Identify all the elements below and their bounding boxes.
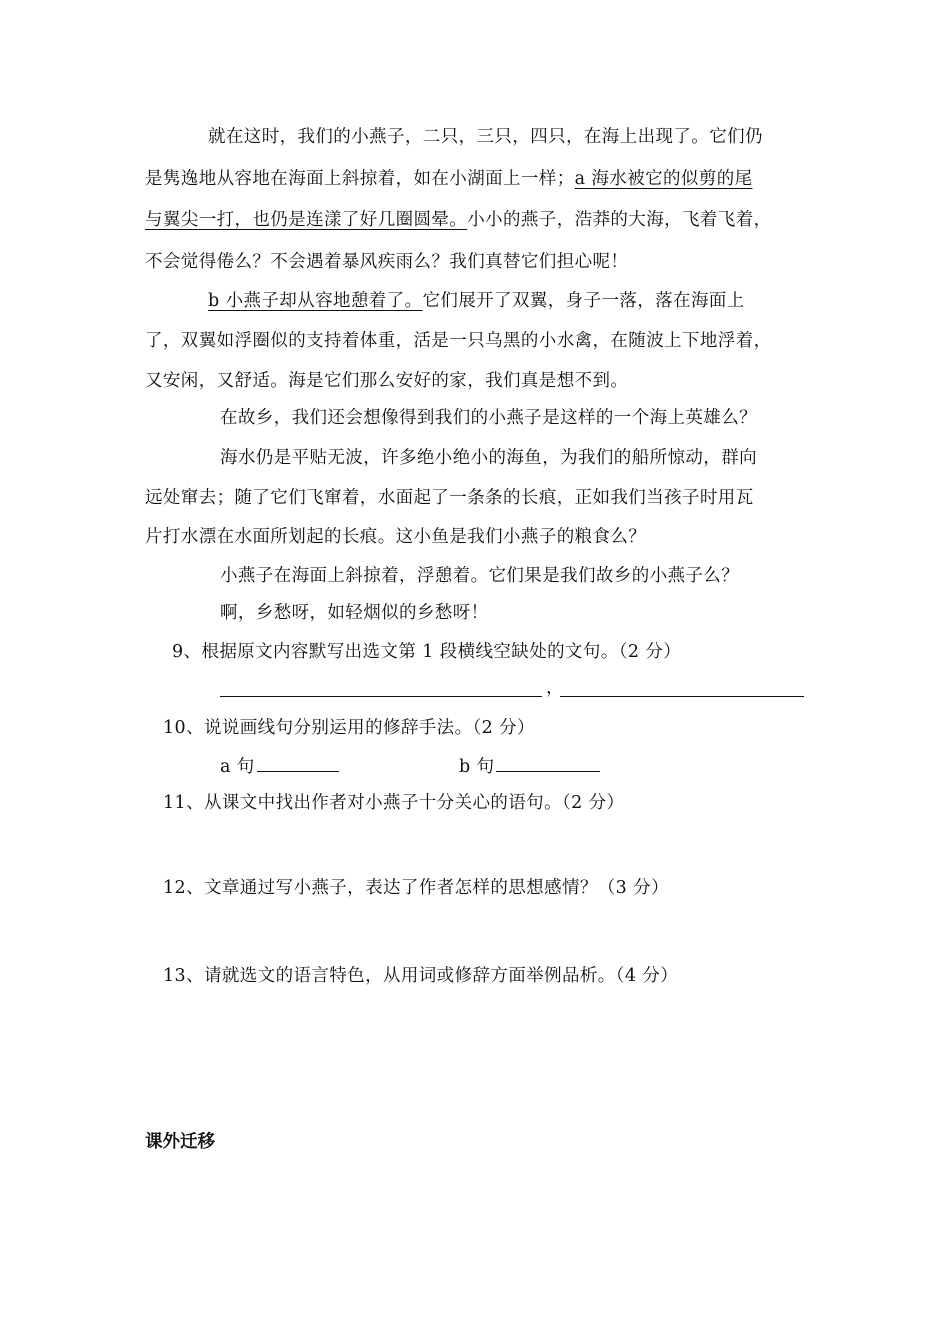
underlined-sentence-a-part2: 与翼尖一打，也仍是连漾了好几圈圆晕。 (145, 210, 468, 230)
question-10: 10、说说画线句分别运用的修辞手法。（2 分） (163, 718, 535, 738)
passage-p1-line4: 不会觉得倦么？不会遇着暴风疾雨么？我们真替它们担心呢！ (145, 252, 629, 272)
passage-p3: 在故乡，我们还会想像得到我们的小燕子是这样的一个海上英雄么？ (220, 408, 757, 428)
answer-blank-9a[interactable] (220, 696, 542, 697)
passage-p4-line3: 片打水漂在水面所划起的长痕。这小鱼是我们小燕子的粮食么？ (145, 527, 647, 547)
passage-p2-line3: 又安闲，又舒适。海是它们那么安好的家，我们真是想不到。 (145, 371, 629, 391)
underlined-sentence-a-part1: a 海水被它的似剪的尾 (574, 169, 753, 189)
section-title: 课外迁移 (145, 1132, 215, 1152)
question-9-comma: ， (546, 678, 564, 698)
passage-p1-line3 (145, 208, 772, 232)
question-12: 12、文章通过写小燕子，表达了作者怎样的思想感情？（3 分） (163, 878, 669, 898)
passage-p1-line2-text: 是隽逸地从容地在海面上斜掠着，如在小湖面上一样； (145, 169, 575, 189)
passage-p1-line2 (145, 167, 753, 191)
answer-blank-9b[interactable] (560, 696, 804, 697)
passage-p2-line2: 了，双翼如浮圈似的支持着体重，活是一只乌黑的小水禽，在随波上下地浮着， (145, 331, 772, 351)
passage-p1-line1: 就在这时，我们的小燕子，二只，三只，四只，在海上出现了。它们仍 (208, 127, 763, 147)
passage-p2-line1-text: 它们展开了双翼，身子一落，落在海面上 (422, 291, 745, 311)
question-10-a (220, 753, 339, 779)
passage-p2-line1 (208, 289, 745, 313)
question-13: 13、请就选文的语言特色，从用词或修辞方面举例品析。（4 分） (163, 966, 679, 986)
question-10-b (459, 753, 600, 779)
question-11: 11、从课文中找出作者对小燕子十分关心的语句。（2 分） (163, 793, 625, 813)
question-9: 9、根据原文内容默写出选文第 1 段横线空缺处的文句。（2 分） (172, 642, 682, 662)
passage-p6: 啊，乡愁呀，如轻烟似的乡愁呀！ (220, 603, 489, 623)
answer-blank-10b[interactable] (496, 753, 600, 772)
passage-p1-line3-text: 小小的燕子，浩莽的大海，飞着飞着， (467, 210, 772, 230)
passage-p4-line1: 海水仍是平贴无波，许多绝小绝小的海鱼，为我们的船所惊动，群向 (220, 448, 757, 468)
passage-p4-line2: 远处窜去；随了它们飞窜着，水面起了一条条的长痕，正如我们当孩子时用瓦 (145, 488, 754, 508)
answer-blank-10a[interactable] (257, 753, 339, 772)
underlined-sentence-b: b 小燕子却从容地憩着了。 (208, 291, 423, 311)
question-10-b-label: b 句 (459, 757, 495, 777)
passage-p5: 小燕子在海面上斜掠着，浮憩着。它们果是我们故乡的小燕子么？ (220, 566, 740, 586)
question-10-a-label: a 句 (220, 757, 255, 777)
